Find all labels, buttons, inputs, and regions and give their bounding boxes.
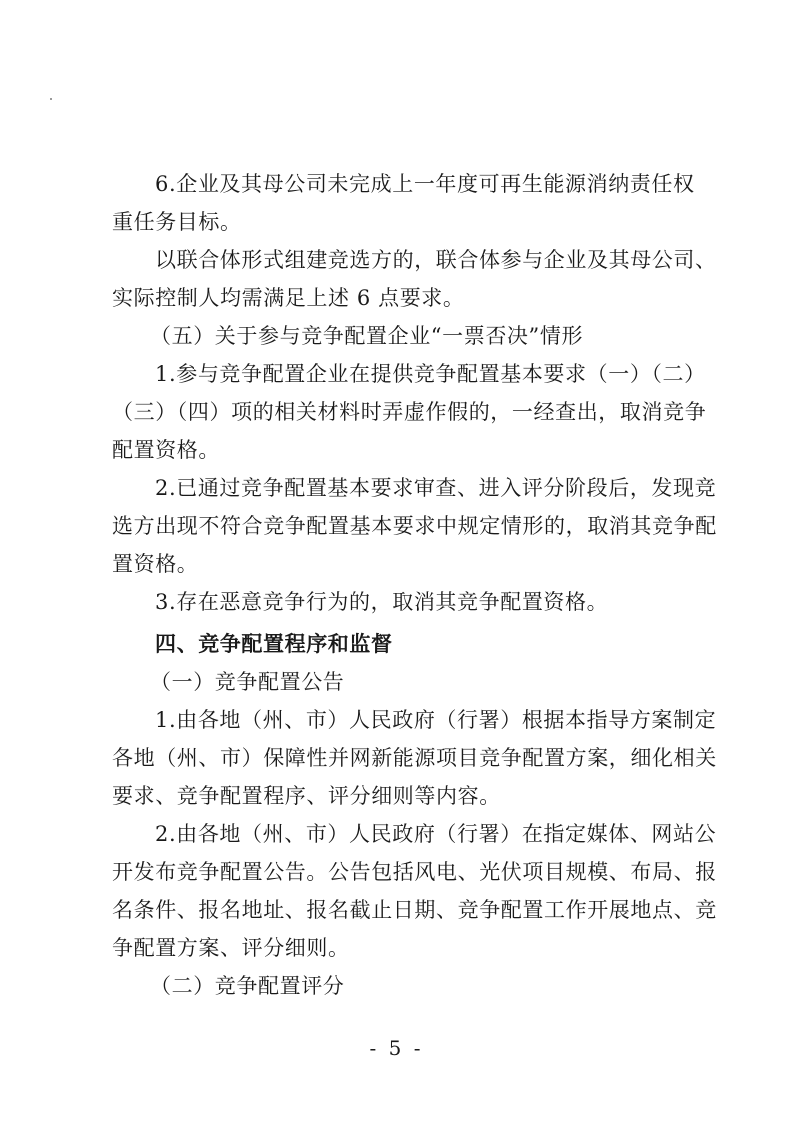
paragraph-line: 3.存在恶意竞争行为的，取消其竞争配置资格。	[155, 590, 609, 614]
paragraph-line: 选方出现不符合竞争配置基本要求中规定情形的，取消其竞争配	[112, 514, 717, 538]
paragraph-line: 1.由各地（州、市）人民政府（行署）根据本指导方案制定	[155, 708, 717, 732]
section-heading: （二）竞争配置评分	[150, 974, 345, 998]
paragraph-line: 争配置方案、评分细则。	[112, 936, 350, 960]
section-heading: （一）竞争配置公告	[150, 670, 345, 694]
paragraph-line: 配置资格。	[112, 438, 220, 462]
paragraph-line: 重任务目标。	[112, 210, 242, 234]
paragraph-line: 6.企业及其母公司未完成上一年度可再生能源消纳责任权	[155, 172, 695, 196]
paragraph-line: 各地（州、市）保障性并网新能源项目竞争配置方案，细化相关	[112, 746, 717, 770]
scan-mark	[50, 98, 52, 100]
paragraph-line: 2.已通过竞争配置基本要求审查、进入评分阶段后，发现竞	[155, 476, 717, 500]
paragraph-line: 置资格。	[112, 552, 199, 576]
paragraph-line: 名条件、报名地址、报名截止日期、竞争配置工作开展地点、竞	[112, 898, 717, 922]
chapter-heading: 四、竞争配置程序和监督	[155, 631, 393, 656]
paragraph-line: 以联合体形式组建竞选方的，联合体参与企业及其母公司、	[155, 248, 717, 272]
paragraph-line: （三）（四）项的相关材料时弄虚作假的，一经查出，取消竞争	[112, 400, 707, 424]
section-heading: （五）关于参与竞争配置企业“一票否决”情形	[150, 324, 584, 348]
paragraph-line: 要求、竞争配置程序、评分细则等内容。	[112, 784, 501, 808]
paragraph-line: 1.参与竞争配置企业在提供竞争配置基本要求（一）（二）	[155, 362, 706, 386]
page-number: - 5 -	[369, 1036, 424, 1060]
paragraph-line: 实际控制人均需满足上述 6 点要求。	[112, 286, 465, 310]
paragraph-line: 2.由各地（州、市）人民政府（行署）在指定媒体、网站公	[155, 822, 717, 846]
paragraph-line: 开发布竞争配置公告。公告包括风电、光伏项目规模、布局、报	[112, 860, 717, 884]
